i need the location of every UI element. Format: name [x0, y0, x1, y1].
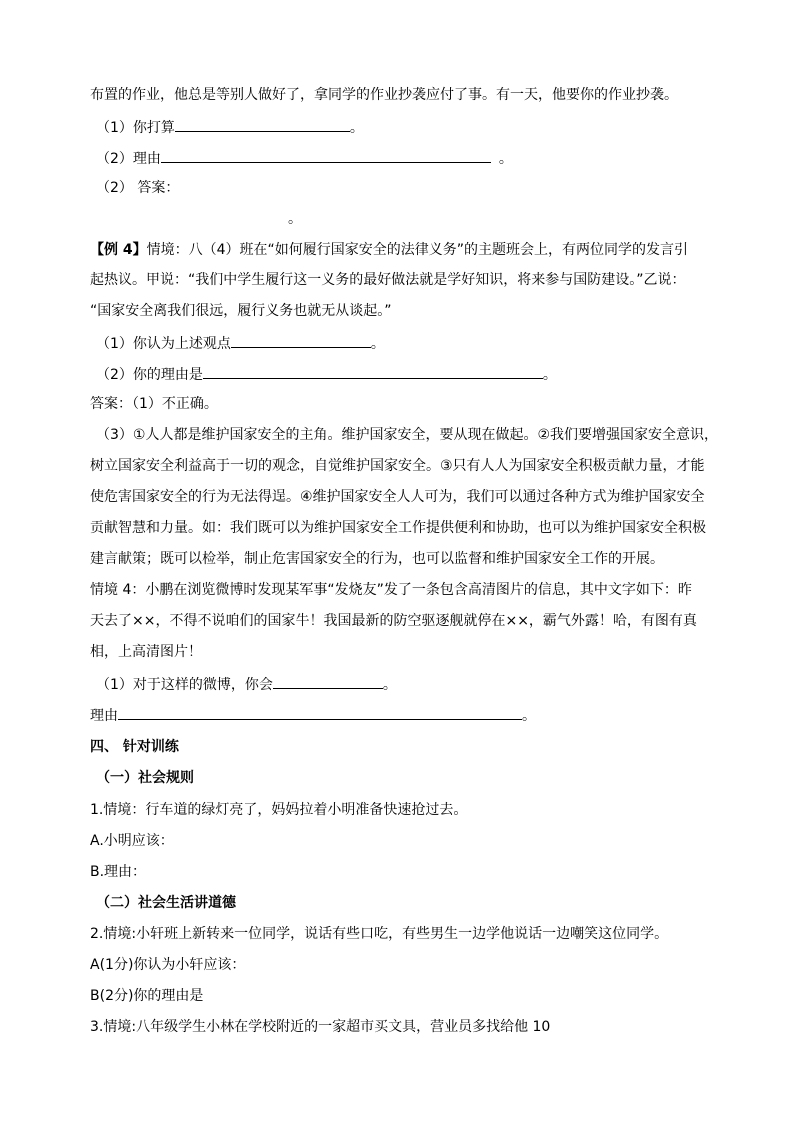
question-line: （1）对于这样的微博，你会 。	[96, 673, 397, 695]
text-line: B(2分)你的理由是	[90, 988, 204, 1004]
question-label: （2）理由	[96, 151, 161, 167]
text-line: 贡献智慧和力量。如：我们既可以为维护国家安全工作提供便利和协助，也可以为维护国家安全积极	[90, 520, 706, 536]
example-label: 【例 4】	[90, 242, 147, 258]
question-line: 理由 。	[90, 704, 536, 726]
text-line: A.小明应该：	[90, 833, 174, 849]
example-line: 【例 4】情境：八（4）班在“如何履行国家安全的法律义务”的主题班会上，有两位同学的发言引	[90, 242, 689, 258]
text-line: “国家安全离我们很远，履行义务也就无从谈起。”	[90, 303, 392, 319]
question-line: （1）你认为上述观点 。	[96, 332, 385, 354]
question-line: （1）你打算 。	[96, 116, 364, 138]
text-line: 3.情境:八年级学生小林在学校附近的一家超市买文具，营业员多找给他 10	[90, 1019, 551, 1035]
subsection-heading: （一）社会规则	[96, 770, 194, 786]
answer-blank[interactable]	[231, 332, 371, 348]
text-line: 使危害国家安全的行为无法得逞。④维护国家安全人人可为，我们可以通过各种方式为维护国家安全	[90, 489, 705, 505]
answer-blank[interactable]	[161, 147, 491, 163]
text-line: A(1分)你认为小轩应该：	[90, 957, 246, 973]
text-line: 布置的作业，他总是等别人做好了，拿同学的作业抄袭应付了事。有一天，他要你的作业抄袭。	[90, 87, 678, 103]
text-line: 情境 4：小鹏在浏览微博时发现某军事“发烧友”发了一条包含高清图片的信息，其中文字如下：昨	[90, 582, 692, 598]
text-line: 建言献策；既可以检举，制止危害国家安全的行为，也可以监督和维护国家安全工作的开展。	[90, 551, 664, 567]
question-label: （1）你打算	[96, 120, 175, 136]
answer-blank[interactable]	[273, 673, 383, 689]
answer-blank[interactable]	[118, 704, 522, 720]
text-line: B.理由：	[90, 864, 147, 880]
text-line: 2.情境:小轩班上新转来一位同学，说话有些口吃，有些男生一边学他说话一边嘲笑这位同学。	[90, 926, 669, 942]
section-heading: 四、 针对训练	[90, 739, 179, 755]
text-line: 1.情境：行车道的绿灯亮了，妈妈拉着小明准备快速抢过去。	[90, 802, 468, 818]
question-line: （2）理由 。	[96, 147, 513, 169]
text-line: 树立国家安全利益高于一切的观念，自觉维护国家安全。③只有人人为国家安全积极贡献力量，才能	[90, 458, 705, 474]
subsection-heading: （二）社会生活讲道德	[96, 895, 236, 911]
answer-blank[interactable]	[175, 116, 350, 132]
text-line: 。	[288, 211, 302, 227]
answer-label: （2） 答案：	[96, 180, 180, 196]
text-line: （3）①人人都是维护国家安全的主角。维护国家安全，要从现在做起。②我们要增强国家安全意识，	[96, 427, 719, 443]
question-line: （2）你的理由是 。	[96, 363, 557, 385]
text-line: 起热议。甲说：“我们中学生履行这一义务的最好做法就是学好知识，将来参与国防建设。”乙说：	[90, 272, 686, 288]
text-line: 相，上高清图片！	[90, 644, 202, 660]
text-line: 天去了××，不得不说咱们的国家牛！我国最新的防空驱逐舰就停在××，霸气外露！哈，有图有真	[90, 613, 697, 629]
text-line: 答案：（1）不正确。	[90, 396, 218, 412]
answer-blank[interactable]	[203, 363, 543, 379]
